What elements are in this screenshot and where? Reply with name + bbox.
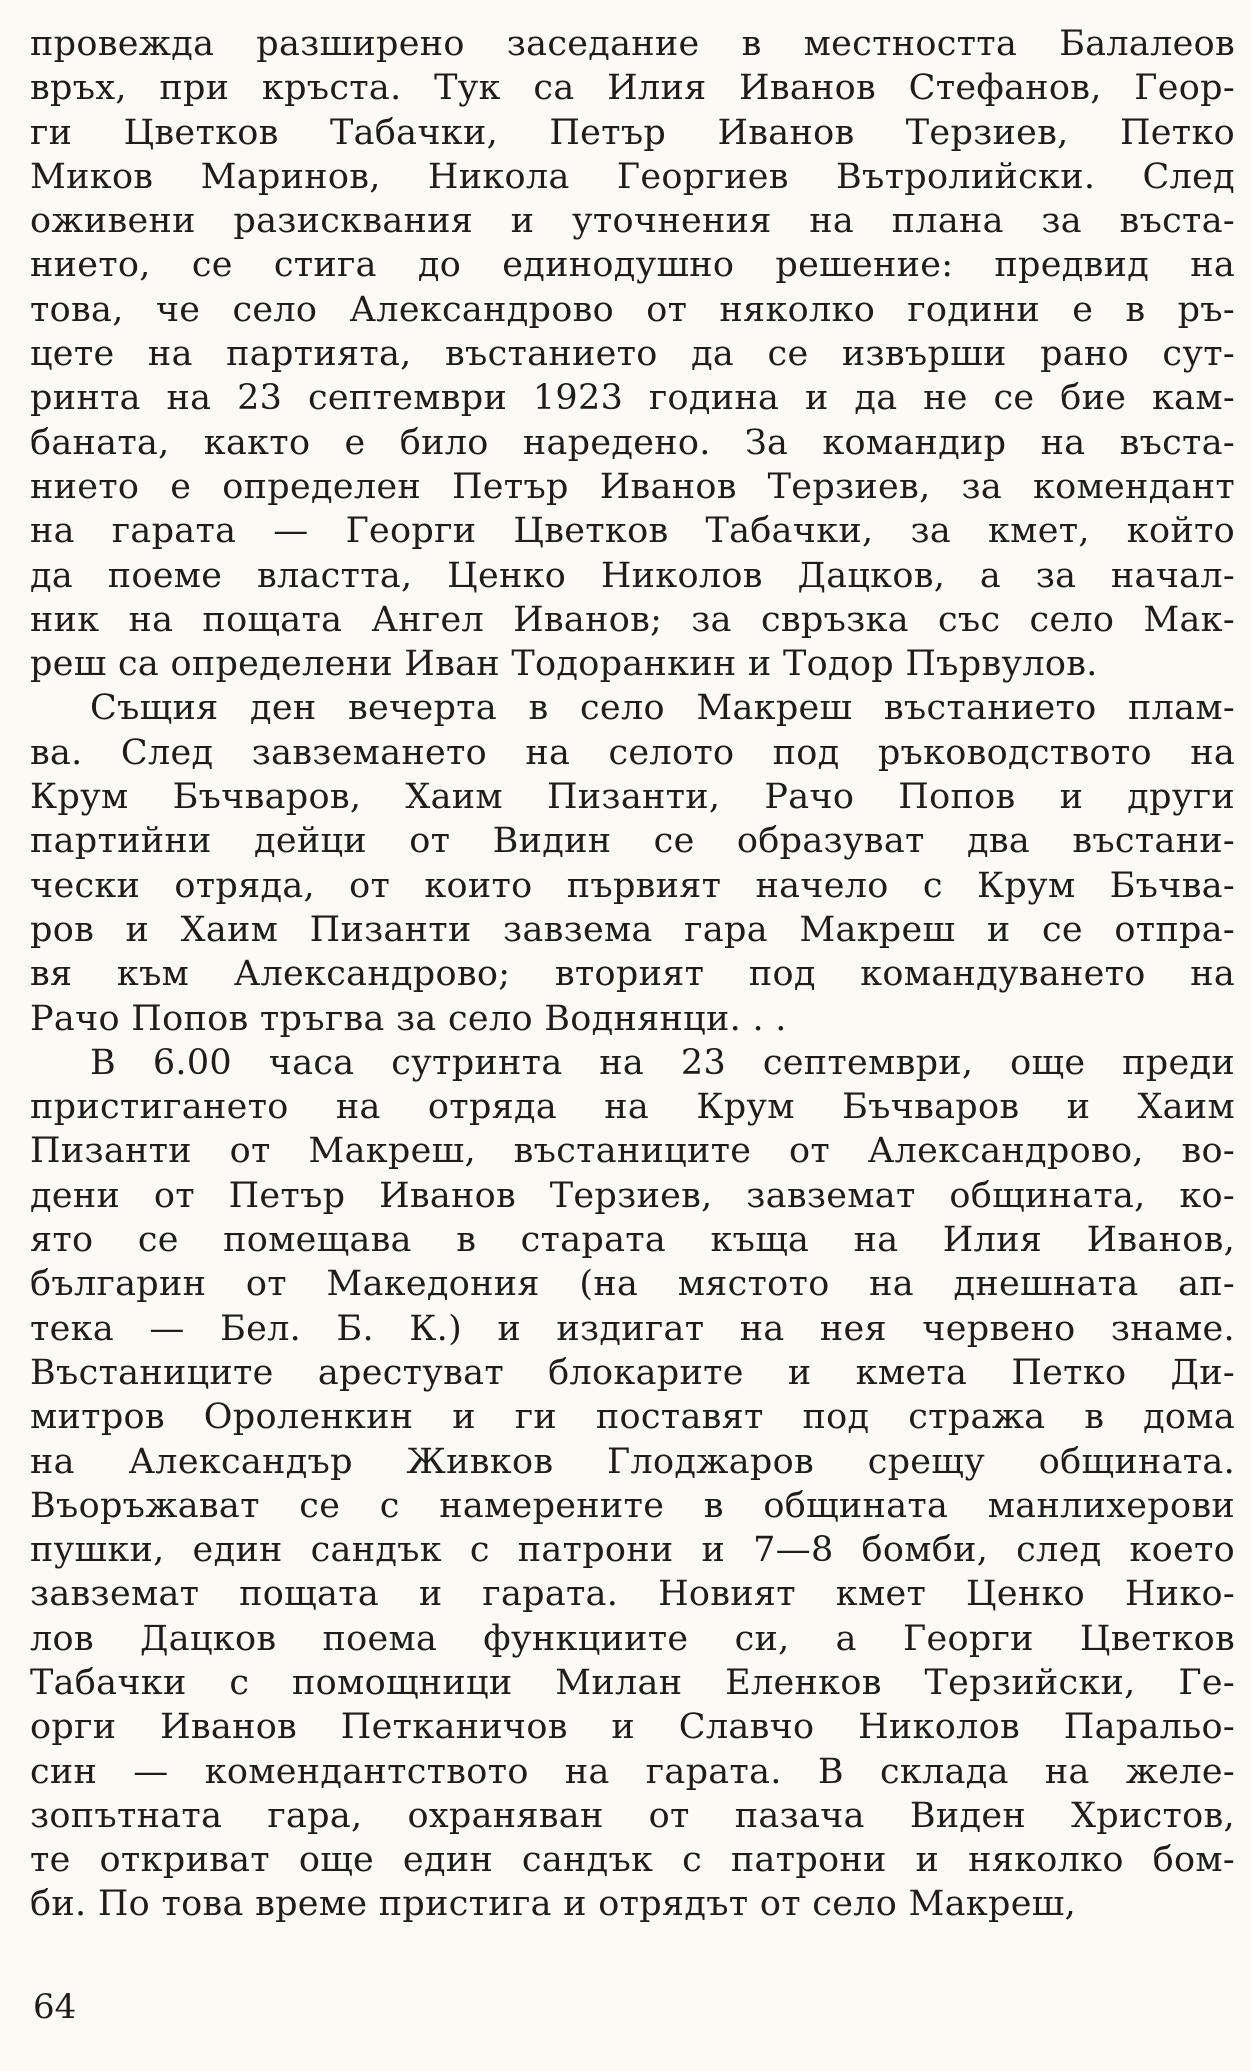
text-line: да поеме властта, Ценко Николов Дацков, а за начал- [30,555,1235,596]
text-line: баната, както е било наредено. За командир на въста- [30,422,1235,463]
text-line: ринта на 23 септември 1923 година и да не се бие кам- [30,378,1235,419]
text-line: партийни дейци от Видин се образуват два въстани- [30,821,1235,862]
text-line: Крум Бъчваров, Хаим Пизанти, Рачо Попов и други [30,777,1235,818]
text-line: цете на партията, въстанието да се извърши рано сут- [30,334,1235,375]
text-line: вя към Александрово; вторият под командуването на [30,954,1235,995]
text-line: на Александър Живков Глоджаров срещу общината. [30,1441,1235,1482]
text-line: митров Ороленкин и ги поставят под стража в дома [30,1397,1235,1438]
text-line: Пизанти от Макреш, въстаниците от Александрово, во- [30,1131,1235,1172]
text-line: дени от Петър Иванов Терзиев, завземат общината, ко- [30,1175,1235,1216]
text-line: Същия ден вечерта в село Макреш въстанието плам- [90,688,1235,729]
text-line: Въоръжават се с намерените в общината манлихерови [30,1485,1235,1526]
text-line: ров и Хаим Пизанти завзема гара Макреш и се отпра- [30,909,1235,950]
paragraph [30,22,1235,686]
text-line: това, че село Александрово от няколко години е в ръ- [30,289,1235,330]
text-line: ято се помещава в старата къща на Илия Иванов, [30,1220,1235,1261]
text-line: би. По това време пристига и отрядът от село Макреш, [30,1884,1077,1925]
text-line: нието е определен Петър Иванов Терзиев, за комендант [30,466,1235,507]
text-line: българин от Македония (на мястото на днешната ап- [30,1264,1235,1305]
text-line: пушки, един сандък с патрони и 7—8 бомби, след което [30,1530,1235,1571]
text-line: Въстаниците арестуват блокарите и кмета Петко Ди- [30,1352,1235,1393]
text-line: ги Цветков Табачки, Петър Иванов Терзиев, Петко [30,112,1235,153]
text-line: Рачо Попов тръгва за село Воднянци. . . [30,998,787,1039]
text-line: чески отряда, от които първият начело с Крум Бъчва- [30,865,1235,906]
text-line: на гарата — Георги Цветков Табачки, за кмет, който [30,511,1235,552]
text-line: ник на пощата Ангел Иванов; за свръзка със село Мак- [30,599,1235,640]
text-line: оживени разисквания и уточнения на плана за въста- [30,201,1235,242]
text-line: ва. След завземането на селото под ръководството на [30,732,1235,773]
text-line: В 6.00 часа сутринта на 23 септември, още преди [90,1042,1235,1083]
paragraph [30,1041,1235,1927]
text-line: връх, при кръста. Тук са Илия Иванов Стефанов, Геор- [30,68,1235,109]
text-line: те откриват още един сандък с патрони и няколко бом- [30,1840,1235,1881]
text-line: пристигането на отряда на Крум Бъчваров и Хаим [30,1087,1235,1128]
text-line: Миков Маринов, Никола Георгиев Вътролийски. След [30,156,1235,197]
text-line: тека — Бел. Б. К.) и издигат на нея червено знаме. [30,1308,1235,1349]
text-line: лов Дацков поема функциите си, а Георги Цветков [30,1618,1235,1659]
paragraph [30,686,1235,1040]
text-line: Табачки с помощници Милан Еленков Терзийски, Ге- [30,1662,1235,1703]
text-line: син — комендантството на гарата. В склада на желе- [30,1751,1235,1792]
text-line: орги Иванов Петканичов и Славчо Николов Паральо- [30,1707,1235,1748]
body-text [30,22,1235,1927]
text-line: нието, се стига до единодушно решение: предвид на [30,245,1235,286]
text-line: реш са определени Иван Тодоранкин и Тодор Първулов. [30,644,1098,685]
text-line: зопътната гара, охраняван от пазача Виден Христов, [30,1795,1235,1836]
text-line: провежда разширено заседание в местността Балалеов [30,24,1235,64]
page-number: 64 [33,1987,77,2027]
text-line: завземат пощата и гарата. Новият кмет Ценко Нико- [30,1574,1235,1615]
